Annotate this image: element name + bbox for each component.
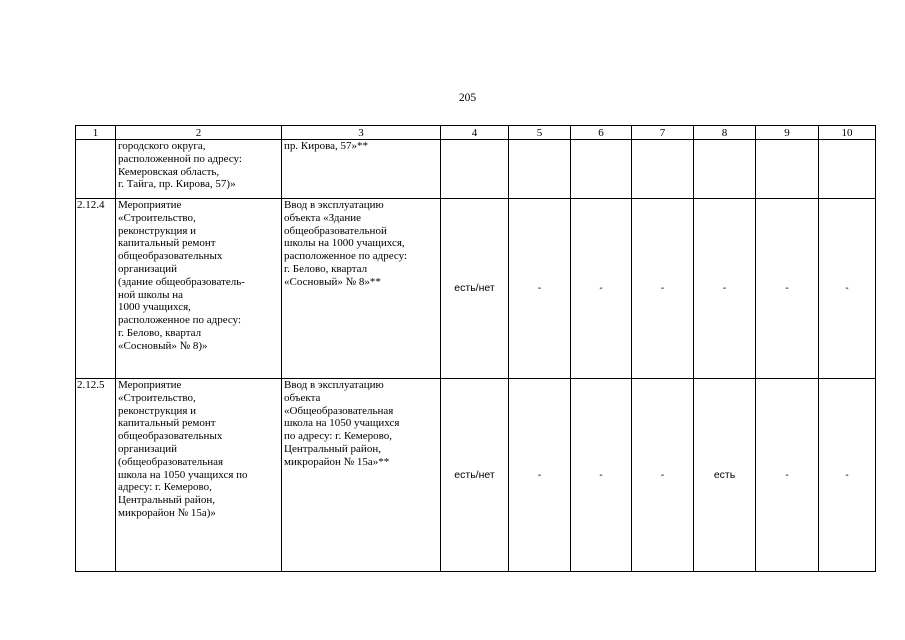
column-header: 2 — [116, 126, 282, 140]
measure-name: городского округа, расположенной по адресу: Кемеровская область, г. Тайга, пр. Кирова, 57)» — [116, 140, 282, 199]
column-header: 3 — [282, 126, 441, 140]
indicator-description: Ввод в эксплуатацию объекта «Общеобразовательная школа на 1050 учащихся по адресу: г. Кемерово, Центральный район, микрорайон № 15а»** — [282, 379, 441, 572]
value-cell — [694, 140, 756, 199]
value-cell — [756, 140, 819, 199]
measure-name: Мероприятие «Строительство, реконструкция и капитальный ремонт общеобразовательных организаций (здание общеобразователь- ной школы на 1000 учащихся, расположенное по адресу: г. Белово, квартал «Сосновый» № 8)» — [116, 199, 282, 379]
indicator-description: пр. Кирова, 57»** — [282, 140, 441, 199]
value-cell: - — [632, 199, 694, 379]
value-cell: - — [571, 199, 632, 379]
value-cell: - — [756, 379, 819, 572]
value-cell: - — [694, 199, 756, 379]
column-header: 8 — [694, 126, 756, 140]
value-cell — [632, 140, 694, 199]
value-cell: - — [819, 379, 876, 572]
measure-name: Мероприятие «Строительство, реконструкция и капитальный ремонт общеобразовательных организаций (общеобразовательная школа на 1050 учащихся по адресу: г. Кемерово, Центральный район, микрорайон № 15а)» — [116, 379, 282, 572]
column-header: 6 — [571, 126, 632, 140]
value-cell: - — [509, 379, 571, 572]
row-number: 2.12.4 — [76, 199, 116, 379]
row-number: 2.12.5 — [76, 379, 116, 572]
value-cell — [441, 140, 509, 199]
column-header: 7 — [632, 126, 694, 140]
indicator-description: Ввод в эксплуатацию объекта «Здание общеобразовательной школы на 1000 учащихся, расположенное по адресу: г. Белово, квартал «Сосновый» № 8»** — [282, 199, 441, 379]
header-row — [76, 126, 876, 140]
column-header: 4 — [441, 126, 509, 140]
value-cell: есть/нет — [441, 379, 509, 572]
page-number: 205 — [458, 92, 477, 104]
value-cell: - — [632, 379, 694, 572]
indicators-table — [75, 125, 876, 572]
table-row — [76, 140, 876, 199]
value-cell: - — [571, 379, 632, 572]
column-header: 9 — [756, 126, 819, 140]
row-number — [76, 140, 116, 199]
value-cell — [571, 140, 632, 199]
table-row — [76, 379, 876, 572]
column-header: 1 — [76, 126, 116, 140]
value-cell: - — [756, 199, 819, 379]
column-header: 10 — [819, 126, 876, 140]
value-cell: - — [509, 199, 571, 379]
column-header: 5 — [509, 126, 571, 140]
value-cell — [509, 140, 571, 199]
value-cell: есть/нет — [441, 199, 509, 379]
value-cell: - — [819, 199, 876, 379]
value-cell — [819, 140, 876, 199]
table-row — [76, 199, 876, 379]
value-cell: есть — [694, 379, 756, 572]
